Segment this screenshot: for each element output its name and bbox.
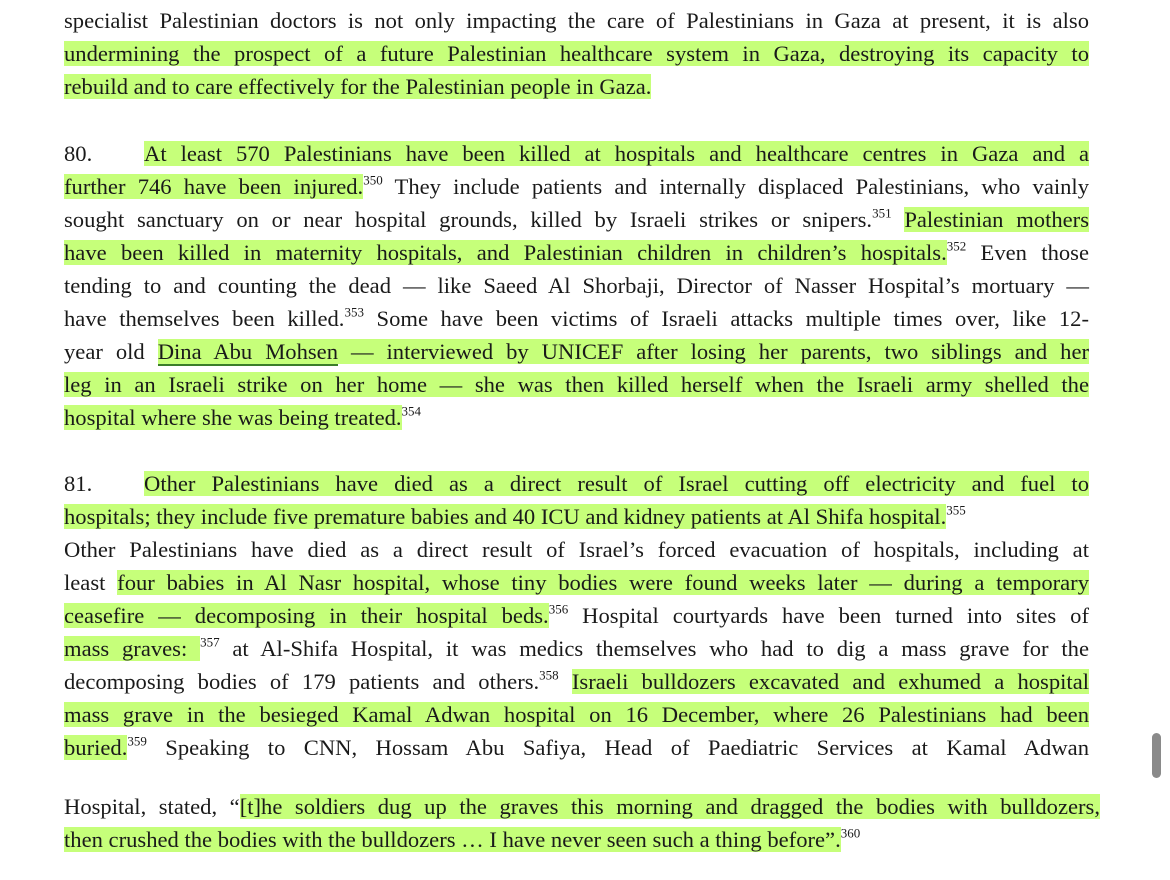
highlighted-text: [t]he soldiers dug up the graves this morning and dragged the bodies with bulldozers, <box>239 794 1100 819</box>
highlighted-text: mass grave in the besieged Kamal Adwan hospital on 16 December, where 26 Palestinians had been <box>64 702 1089 727</box>
text: sought sanctuary on or near hospital grounds, killed by Israeli strikes or snipers. <box>64 207 873 232</box>
text: They include patients and internally displaced Palestinians, who vainly <box>382 174 1089 199</box>
text: year old <box>64 339 158 364</box>
highlighted-text: further 746 have been injured. <box>64 174 364 199</box>
highlighted-text: leg in an Israeli strike on her home — she was then killed herself when the Israeli army shelled the <box>64 372 1089 397</box>
text: specialist Palestinian doctors is not only impacting the care of Palestinians in Gaza at present, it is also <box>64 8 1089 33</box>
highlighted-text: ceasefire — decomposing in their hospital beds. <box>64 603 549 628</box>
footnote-ref[interactable]: 358 <box>539 667 559 683</box>
footnote-ref[interactable]: 353 <box>344 304 364 320</box>
text: Other Palestinians have died as a direct result of Israel’s forced evacuation of hospitals, including at <box>64 537 1089 562</box>
text-line <box>64 39 1089 69</box>
highlighted-text: four babies in Al Nasr hospital, whose tiny bodies were found weeks later — during a temporary <box>117 570 1089 595</box>
text-line <box>64 238 1089 268</box>
text: Hospital courtyards have been turned into sites of <box>568 603 1089 628</box>
footnote-ref[interactable]: 351 <box>872 205 892 221</box>
text: tending to and counting the dead — like Saeed Al Shorbaji, Director of Nasser Hospital’s mortuary — <box>64 273 1089 298</box>
text-line <box>64 733 1089 763</box>
text-line <box>64 271 1089 301</box>
text: least <box>64 570 118 595</box>
text-line <box>64 700 1089 730</box>
text-line <box>64 535 1089 565</box>
text: have themselves been killed. <box>64 306 345 331</box>
dina-abu-mohsen-link[interactable]: Dina Abu Mohsen <box>157 339 338 364</box>
text-line <box>64 502 1089 532</box>
highlighted-text: undermining the prospect of a future Palestinian healthcare system in Gaza, destroying its capacity to <box>64 41 1089 66</box>
text-line <box>64 634 1089 664</box>
text-line <box>64 72 1089 102</box>
text-line <box>64 139 1089 169</box>
highlighted-text: Israeli bulldozers excavated and exhumed a hospital <box>571 669 1089 694</box>
footnote-ref[interactable]: 355 <box>946 502 966 518</box>
paragraph-number: 80. <box>64 141 93 166</box>
highlighted-text: Palestinian mothers <box>904 207 1089 232</box>
highlighted-text: rebuild and to care effectively for the Palestinian people in Gaza. <box>64 74 652 99</box>
text: decomposing bodies of 179 patients and others. <box>64 669 540 694</box>
highlighted-text: hospitals; they include five premature babies and 40 ICU and kidney patients at Al Shifa hospital. <box>64 504 947 529</box>
footnote-ref[interactable]: 356 <box>548 601 569 617</box>
text-line <box>64 403 1089 433</box>
footnote-ref[interactable]: 357 <box>200 634 220 650</box>
text-line <box>64 568 1089 598</box>
text-line <box>64 601 1089 631</box>
text: Even those <box>966 240 1089 265</box>
text: Speaking to CNN, Hossam Abu Safiya, Head of Paediatric Services at Kamal Adwan <box>146 735 1089 760</box>
highlighted-text: At least 570 Palestinians have been killed at hospitals and healthcare centres in Gaza and a <box>144 141 1089 166</box>
text: at Al-Shifa Hospital, it was medics themselves who had to dig a mass grave for the <box>219 636 1089 661</box>
text-line <box>64 667 1089 697</box>
footnote-ref[interactable]: 359 <box>127 733 147 749</box>
text-line <box>64 370 1089 400</box>
text-line <box>64 304 1089 334</box>
paragraph-number: 81. <box>64 471 93 496</box>
text-line <box>64 6 1089 36</box>
text-line <box>64 172 1089 202</box>
footnote-ref[interactable]: 360 <box>840 825 861 841</box>
highlighted-text: buried. <box>64 735 128 760</box>
highlighted-text: — interviewed by UNICEF after losing her parents, two siblings and her <box>338 339 1090 364</box>
text-line <box>64 205 1089 235</box>
scrollbar-thumb[interactable] <box>1152 733 1161 778</box>
highlighted-text: Other Palestinians have died as a direct result of Israel cutting off electricity and fuel to <box>144 471 1089 496</box>
highlighted-text: have been killed in maternity hospitals, and Palestinian children in children’s hospitals. <box>64 240 947 265</box>
text: Some have been victims of Israeli attacks multiple times over, like 12- <box>363 306 1089 331</box>
footnote-ref[interactable]: 354 <box>401 403 422 419</box>
footnote-ref[interactable]: 350 <box>363 172 383 188</box>
text: Hospital, stated, “ <box>64 794 240 819</box>
text-line <box>64 337 1089 367</box>
text-line <box>64 825 1089 855</box>
text-line <box>64 792 1100 822</box>
footnote-ref[interactable]: 352 <box>946 238 967 254</box>
highlighted-text: hospital where she was being treated. <box>64 405 402 430</box>
highlighted-text: mass graves: <box>64 636 201 661</box>
text-line <box>64 469 1089 499</box>
highlighted-text: then crushed the bodies with the bulldozers … I have never seen such a thing before”. <box>64 827 841 852</box>
